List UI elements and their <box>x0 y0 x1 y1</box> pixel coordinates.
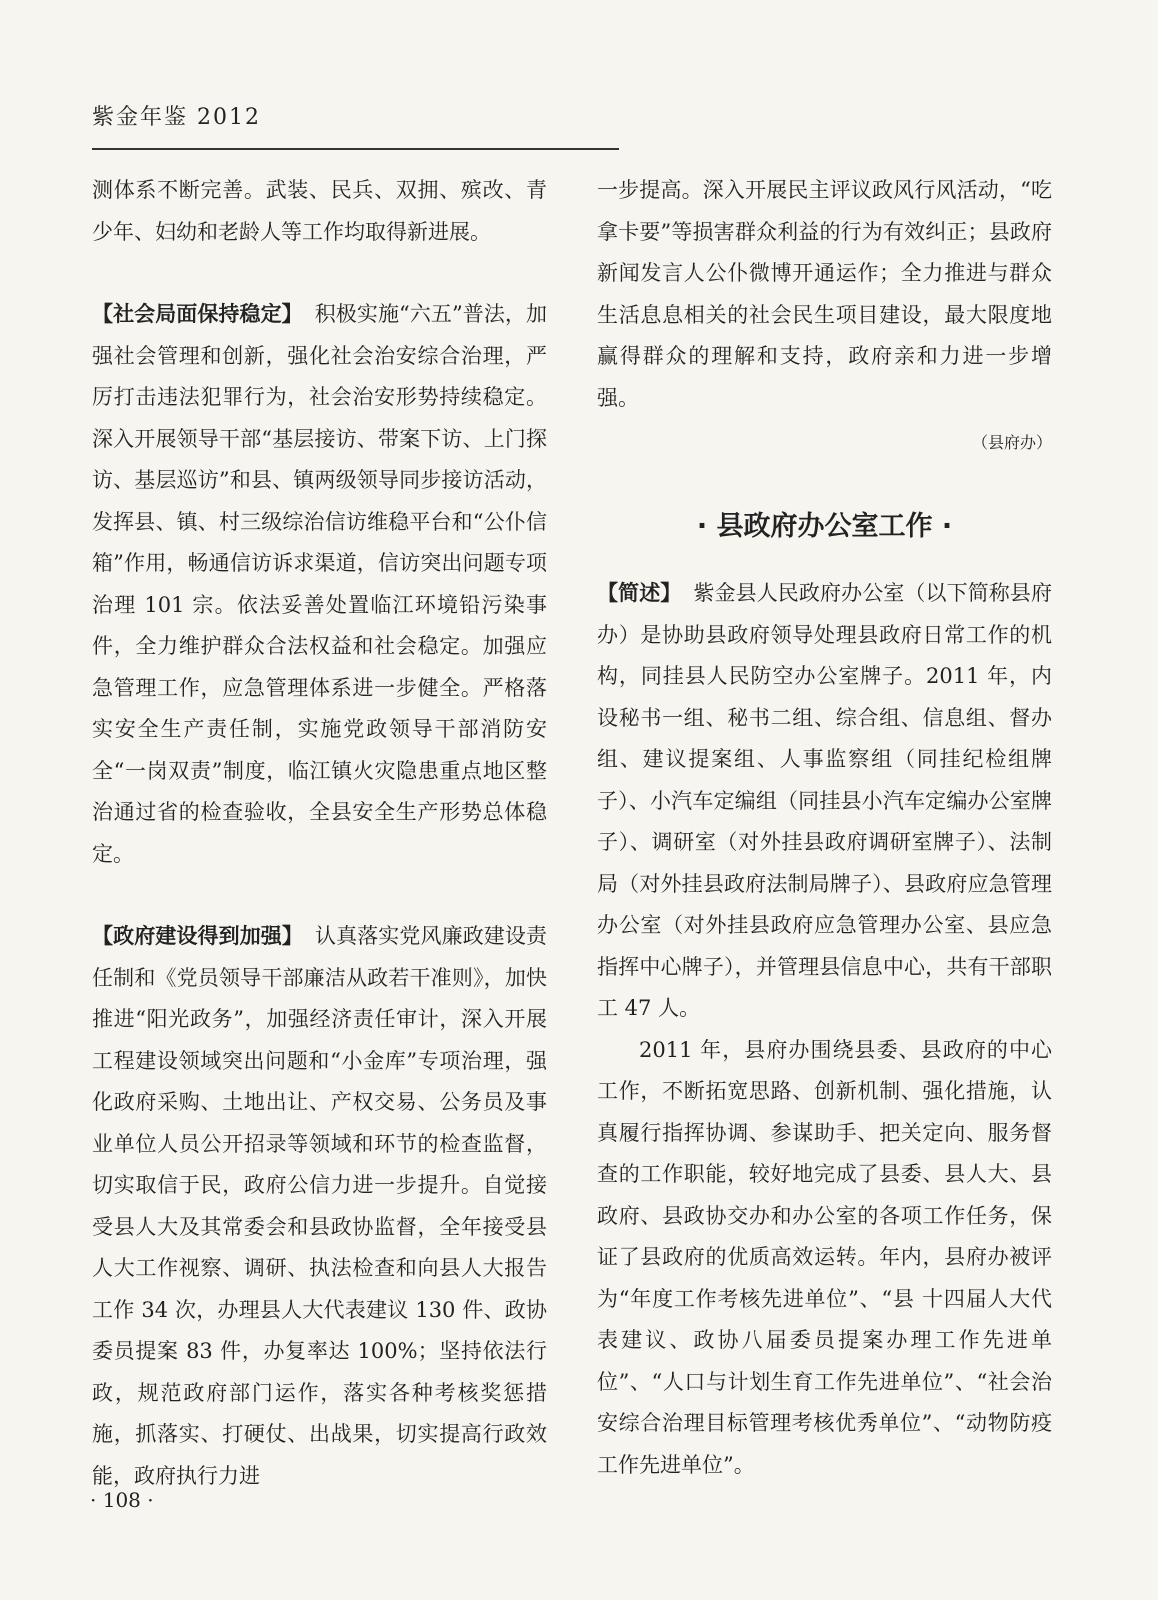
paragraph-annual-work: 2011 年，县府办围绕县委、县政府的中心工作，不断拓宽思路、创新机制、强化措施，认真履行指挥协调、参谋助手、把关定向、服务督查的工作职能，较好地完成了县委、县人大、县政府、县政协交办和办公室的各项工作任务，保证了县政府的优质高效运转。年内，县府办被评为“年度工作考核先进单位”、“县 十四届人大代表建议、政协八届委员提案办理工作先进单位”、“人口与计划生育工作先进单位”、“社会治安综合治理目标管理考核优秀单位”、“动物防疫工作先进单位”。 <box>597 1037 1052 1477</box>
paragraph-government-building <box>92 916 547 1497</box>
section-heading: 【政府建设得到加强】 <box>92 924 303 948</box>
source-note: （县府办） <box>971 433 1052 452</box>
section-heading: 【简述】 <box>597 581 682 605</box>
section-heading: 【社会局面保持稳定】 <box>92 302 303 326</box>
paragraph-gap <box>92 875 547 916</box>
paragraph-text: 积极实施“六五”普法，加强社会管理和创新，强化社会治安综合治理，严厉打击违法犯罪行为，社会治安形势持续稳定。深入开展领导干部“基层接访、带案下访、上门探访、基层巡访”和县、镇两级领导同步接访活动，发挥县、镇、村三级综治信访维稳平台和“公仆信箱”作用，畅通信访诉求渠道，信访突出问题专项治理 101 宗。依法妥善处置临江环境铅污染事件，全力维护群众合法权益和社会稳定。加强应急管理工作，应急管理体系进一步健全。严格落实安全生产责任制，实施党政领导干部消防安全“一岗双责”制度，临江镇火灾隐患重点地区整治通过省的检查验收，全县安全生产形势总体稳定。 <box>92 302 547 866</box>
left-column <box>92 170 547 1497</box>
paragraph-social-stability <box>92 294 547 875</box>
section-title: · 县政府办公室工作 · <box>696 511 953 542</box>
running-header: 紫金年鉴 2012 <box>92 105 261 130</box>
right-column <box>597 170 1052 1486</box>
header-rule <box>92 148 619 150</box>
right-paragraph-continued: 一步提高。深入开展民主评议政风行风活动，“吃拿卡要”等损害群众利益的行为有效纠正；县政府新闻发言人公仆微博开通运作；全力推进与群众生活息息相关的社会民生项目建设，最大限度地赢得群众的理解和支持，政府亲和力进一步增强。 <box>597 178 1052 410</box>
page-number: · 108 · <box>90 1488 154 1512</box>
paragraph-overview <box>597 573 1052 1030</box>
left-paragraph-continued: 测体系不断完善。武装、民兵、双拥、殡改、青少年、妇幼和老龄人等工作均取得新进展。 <box>92 178 547 244</box>
paragraph-text: 紫金县人民政府办公室（以下简称县府办）是协助县政府领导处理县政府日常工作的机构，同挂县人民防空办公室牌子。2011 年，内设秘书一组、秘书二组、综合组、信息组、督办组、建议提案组、人事监察组（同挂纪检组牌子）、小汽车定编组（同挂县小汽车定编办公室牌子）、调研室（对外挂县政府调研室牌子）、法制局（对外挂县政府法制局牌子）、县政府应急管理办公室（对外挂县政府应急管理办公室、县应急指挥中心牌子），并管理县信息中心，共有干部职工 47 人。 <box>597 581 1053 1020</box>
paragraph-text: 认真落实党风廉政建设责任制和《党员领导干部廉洁从政若干准则》，加快推进“阳光政务”，加强经济责任审计，深入开展工程建设领域突出问题和“小金库”专项治理，强化政府采购、土地出让、产权交易、公务员及事业单位人员公开招录等领域和环节的检查监督，切实取信于民，政府公信力进一步提升。自觉接受县人大及其常委会和县政协监督，全年接受县人大工作视察、调研、执法检查和向县人大报告工作 34 次，办理县人大代表建议 130 件、政协委员提案 83 件，办复率达 100%；坚持依法行政，规范政府部门运作，落实各种考核奖惩措施，抓落实、打硬仗、出战果，切实提高行政效能，政府执行力进 <box>92 924 547 1488</box>
paragraph-gap <box>92 253 547 294</box>
